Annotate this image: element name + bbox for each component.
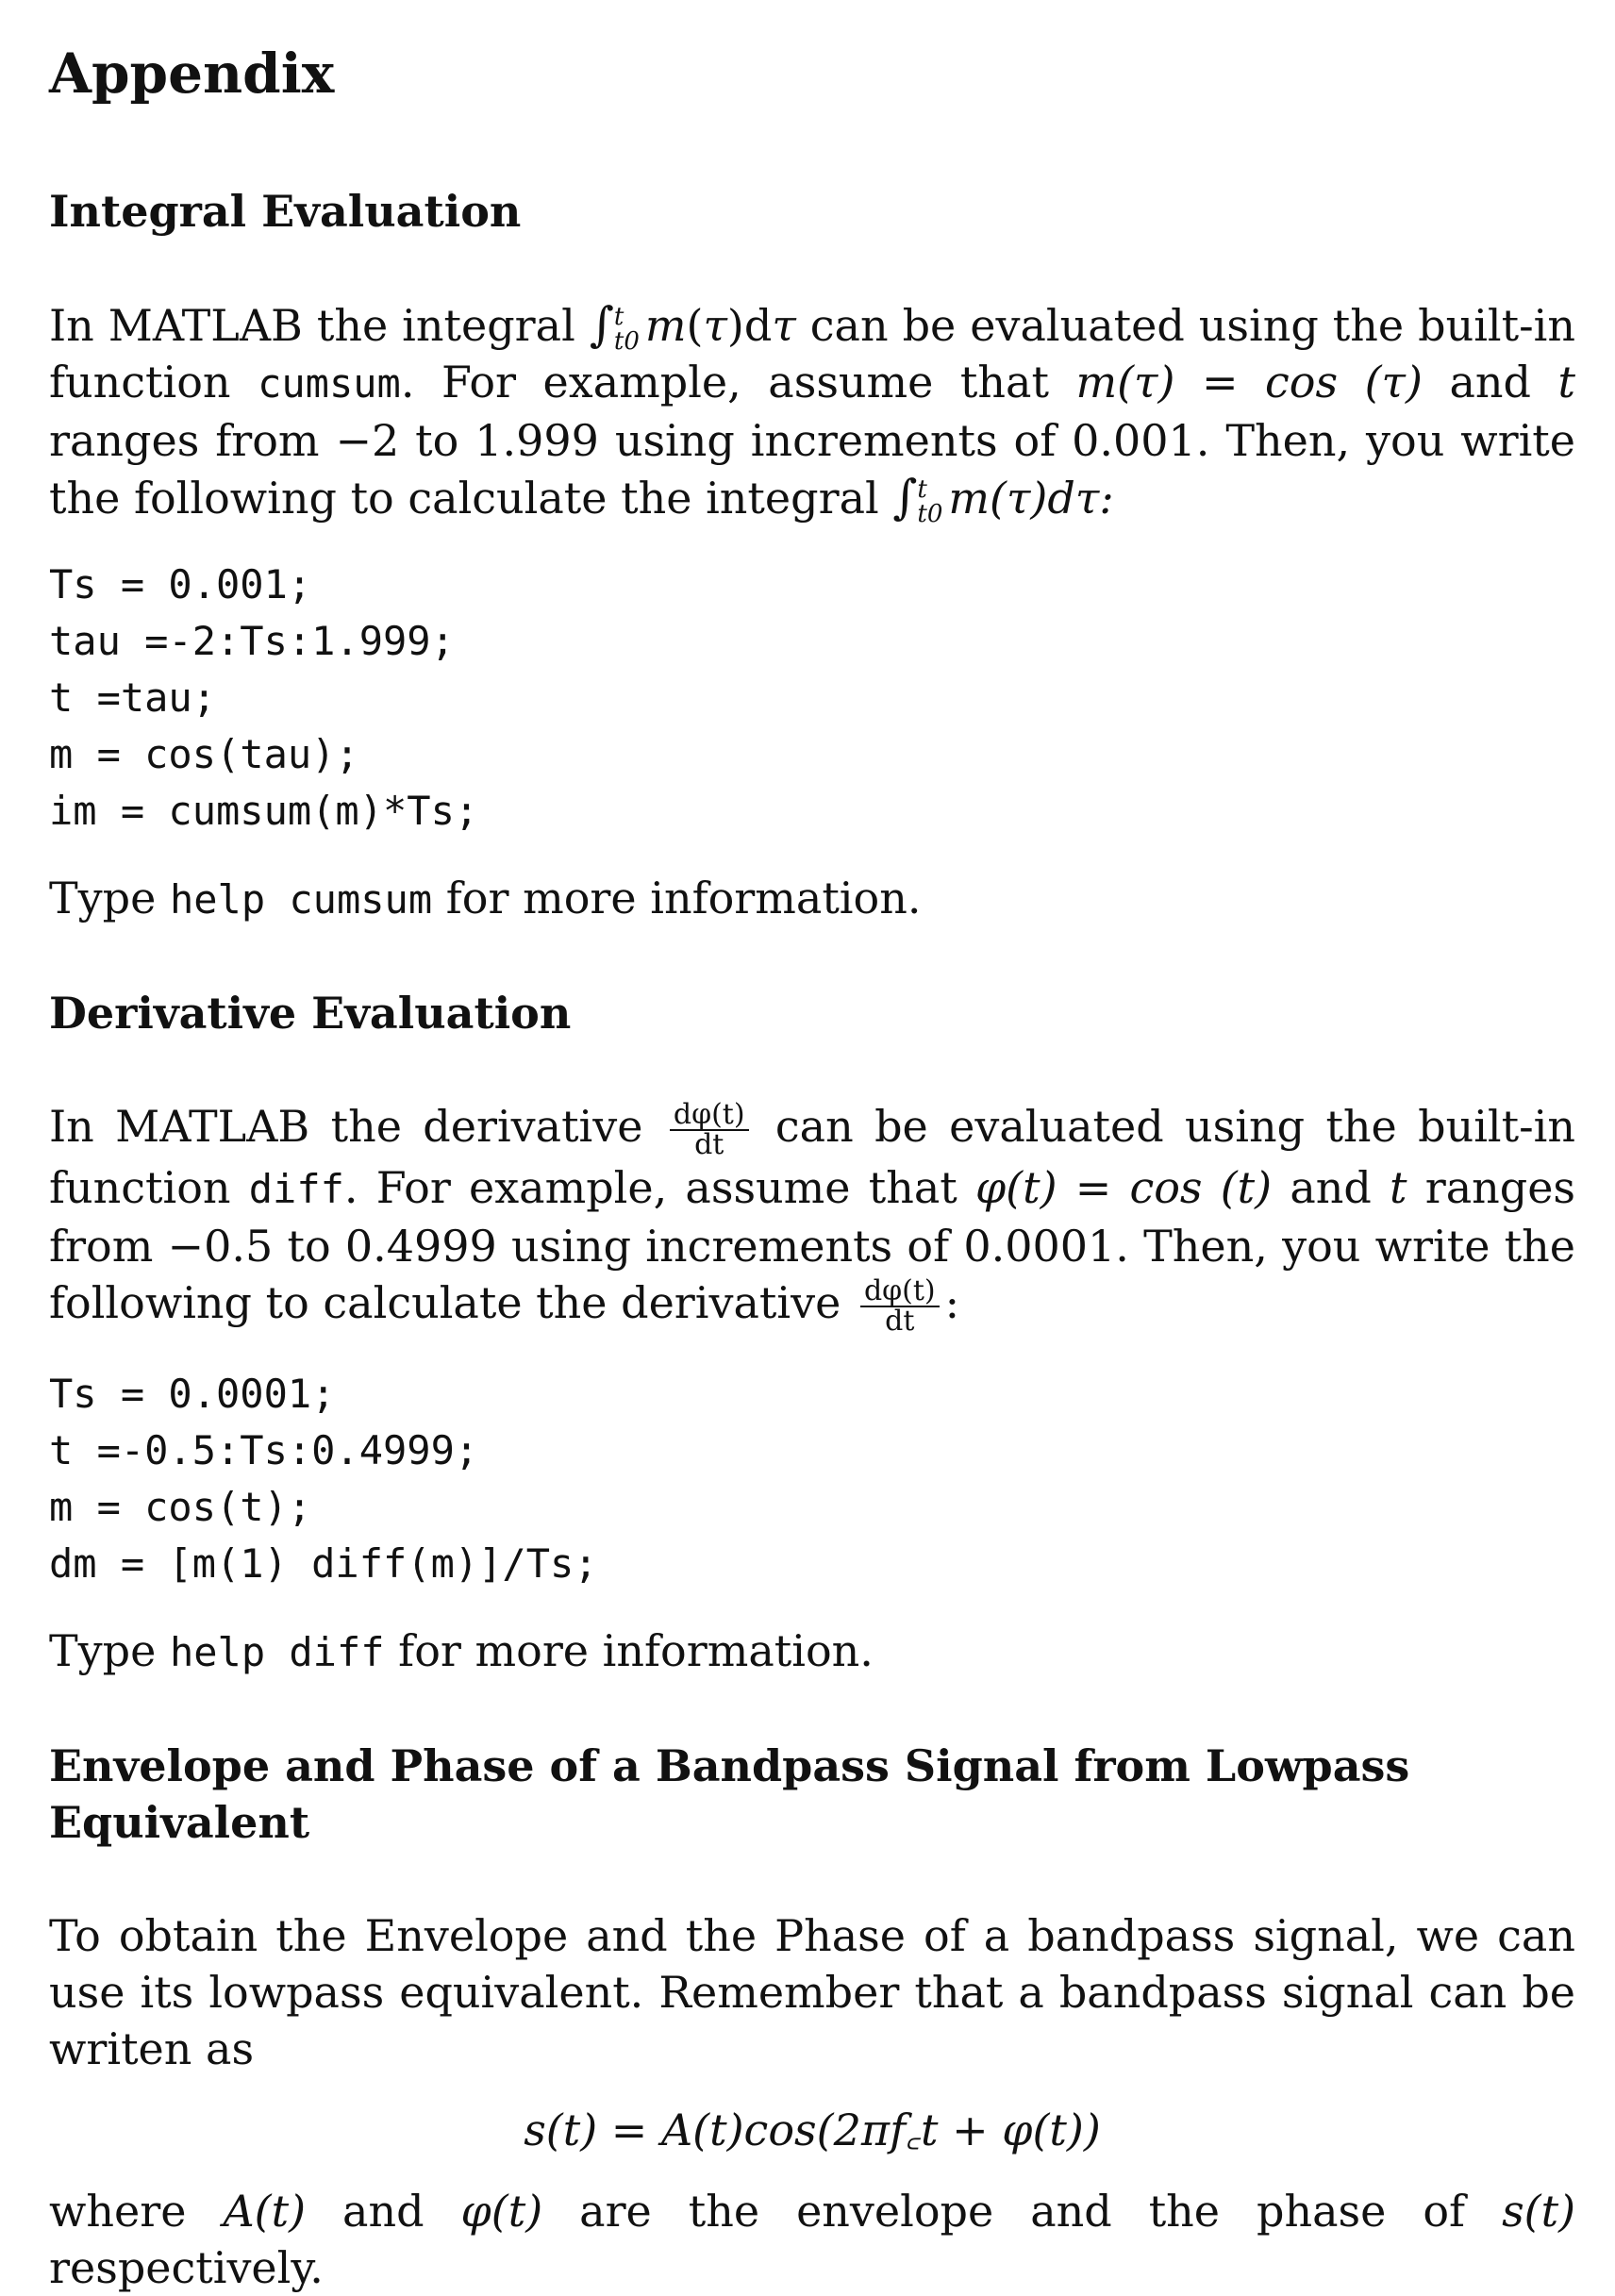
text: . For example, assume that — [400, 357, 1049, 408]
math-variable: A(t) — [223, 2186, 307, 2237]
text: ranges from −2 to 1.999 using increments of 0.001. Then, you write the following to calculate the integral — [49, 415, 1575, 524]
section-heading-derivative: Derivative Evaluation — [49, 988, 572, 1039]
help-line-integral — [49, 870, 1575, 928]
text: ranges from −0.5 to 0.4999 using increments of 0.0001. Then, you write the following to calculate the derivative — [49, 1162, 1576, 1328]
text: where — [49, 2186, 187, 2237]
function-name: cumsum — [258, 360, 401, 407]
math-variable: φ(t) — [460, 2186, 543, 2237]
integral-limits — [917, 477, 942, 526]
math-variable: s(t) — [1502, 2186, 1576, 2237]
text: and — [1290, 1162, 1372, 1213]
lower-limit: t0 — [917, 500, 943, 528]
text: : — [944, 1277, 960, 1328]
text: can be evaluated using the built-in function — [49, 1101, 1576, 1213]
help-command: help diff — [169, 1629, 385, 1675]
math-expression: m(τ) = cos (τ) — [1075, 357, 1423, 408]
math-variable: t — [1390, 1162, 1407, 1213]
text: for more information. — [398, 1625, 874, 1676]
derivative-paragraph — [49, 1098, 1575, 1336]
lower-limit: t0 — [613, 327, 640, 356]
integral-sign: ∫ — [589, 297, 614, 352]
text: Type — [49, 873, 157, 923]
fraction-numerator: dφ(t) — [860, 1277, 940, 1307]
fraction-denominator: dt — [885, 1305, 915, 1338]
text: and — [1449, 357, 1531, 408]
document-page — [49, 38, 1575, 2296]
text: In MATLAB the derivative — [49, 1101, 643, 1152]
text: Type — [49, 1625, 157, 1676]
function-name: diff — [248, 1166, 344, 1212]
equation-text: s(t) = A(t)cos(2πf꜀t + φ(t)) — [524, 2105, 1101, 2155]
section-heading-integral: Integral Evaluation — [49, 186, 522, 237]
help-line-derivative — [49, 1622, 1575, 1681]
code-block-derivative: Ts = 0.0001; t =-0.5:Ts:0.4999; m = cos(t); dm = [m(1) diff(m)]/Ts; — [49, 1371, 598, 1587]
integral-sign: ∫ — [892, 470, 918, 524]
math-expression: φ(t) = cos (t) — [974, 1162, 1273, 1213]
text: respectively. — [49, 2242, 324, 2293]
section-heading-envelope: Envelope and Phase of a Bandpass Signal from Lowpass Equivalent — [49, 1740, 1410, 1848]
integrand: m(τ)dτ: — [948, 473, 1114, 524]
fraction-numerator: dφ(t) — [670, 1101, 749, 1131]
integral-limits — [614, 305, 640, 354]
page-title: Appendix — [49, 42, 335, 106]
math-variable: t — [1557, 357, 1576, 408]
text: for more information. — [445, 873, 922, 923]
fraction-denominator: dt — [694, 1128, 724, 1161]
upper-limit: t — [613, 303, 624, 331]
integral-paragraph: In MATLAB the integral ∫ t t0 m(τ)dτ can be evaluated using the built-in function cumsum. For example, assume that m(τ) = cos (τ) and t ranges from −2 to 1.999 using increments of 0.001. Then, you write the following to calculate the integral ∫ t t0 m(τ)dτ: — [49, 297, 1576, 528]
envelope-paragraph: To obtain the Envelope and the Phase of a bandpass signal, we can use its lowpass equivalent. Remember that a bandpass signal can be writen as — [49, 1910, 1575, 2074]
bandpass-equation — [49, 2102, 1575, 2158]
text: . For example, assume that — [343, 1162, 957, 1213]
text: In MATLAB the integral — [49, 300, 575, 351]
text: are the envelope and the phase of — [579, 2186, 1466, 2237]
derivative-fraction — [670, 1098, 749, 1161]
code-block-integral: Ts = 0.001; tau =-2:Ts:1.999; t =tau; m = cos(tau); im = cumsum(m)*Ts; — [49, 561, 479, 834]
derivative-fraction — [860, 1274, 940, 1338]
text: and — [342, 2186, 425, 2237]
help-command: help cumsum — [169, 876, 433, 923]
upper-limit: t — [917, 475, 927, 504]
text: can be evaluated using the built-in function — [49, 300, 1576, 408]
envelope-conclusion — [49, 2183, 1575, 2296]
